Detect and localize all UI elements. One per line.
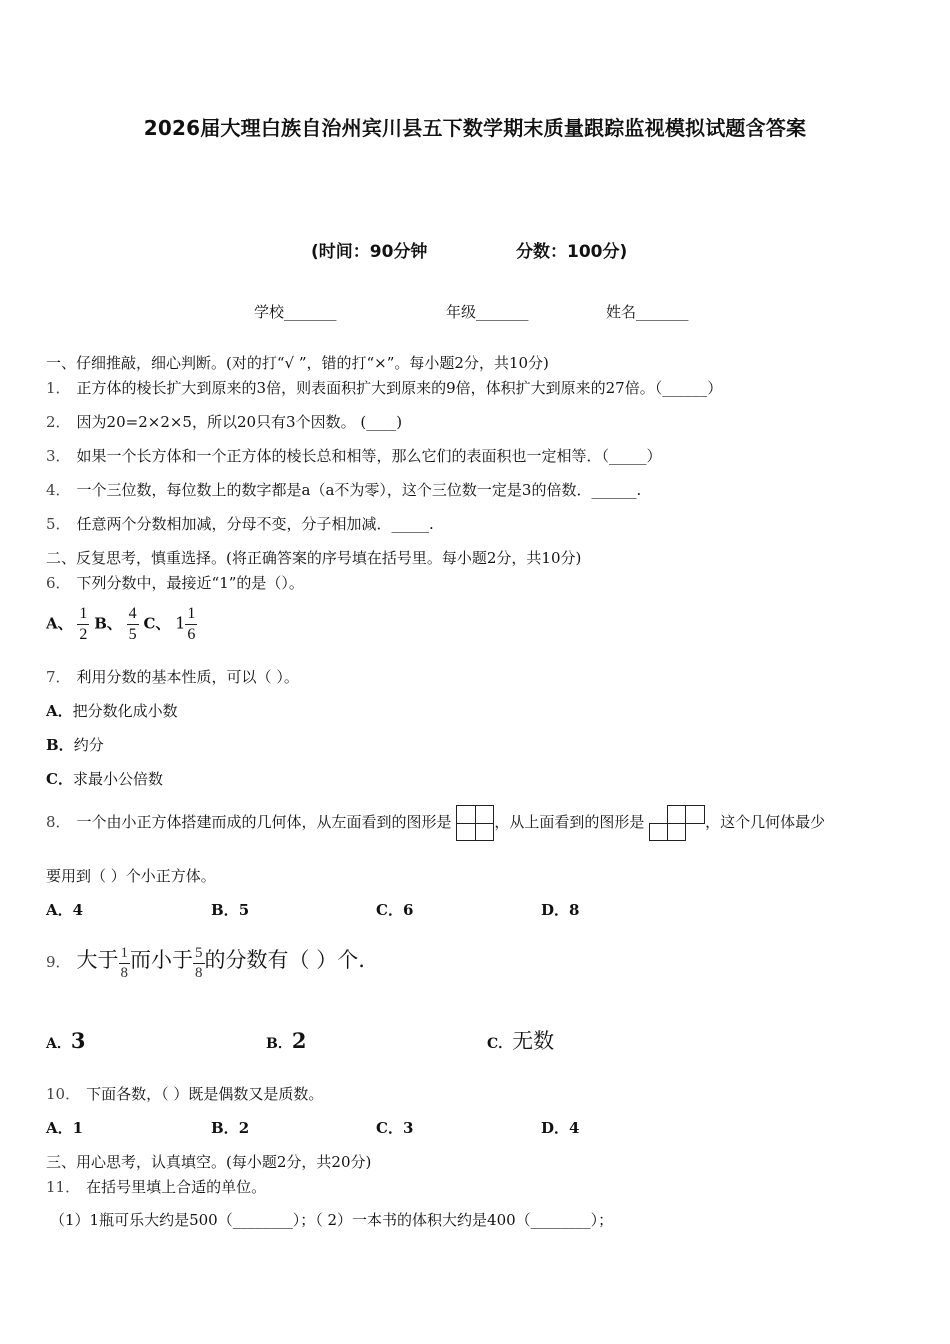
q9-option-a[interactable]: A．3	[46, 1028, 86, 1053]
question-number: 1．	[46, 379, 71, 397]
q8-option-b[interactable]: B．5	[211, 901, 250, 919]
question-text: 一个三位数，每位数上的数字都是a（a不为零），这个三位数一定是3的倍数．______.	[76, 481, 642, 499]
section-3-heading: 三、用心思考，认真填空。(每小题2分，共20分)	[46, 1153, 372, 1171]
q8-option-d[interactable]: D．8	[541, 901, 580, 919]
q10-option-a[interactable]: A．1	[46, 1119, 84, 1137]
question-text: 在括号里填上合适的单位。	[86, 1178, 267, 1196]
question-6	[46, 572, 304, 593]
q9-option-c[interactable]: C．无数	[487, 1029, 555, 1053]
left-view-grid-icon	[456, 805, 494, 841]
school-field[interactable]: 学校_______	[254, 303, 337, 321]
top-view-grid-icon	[649, 805, 705, 841]
section-2-heading: 二、反复思考，慎重选择。(将正确答案的序号填在括号里。每小题2分，共10分)	[46, 549, 582, 567]
q9-option-b[interactable]: B．2	[266, 1028, 307, 1053]
question-text: 大于	[76, 948, 119, 972]
question-number: 2．	[46, 413, 71, 431]
q8-option-c[interactable]: C．6	[376, 901, 414, 919]
question-text: 正方体的棱长扩大到原来的3倍，则表面积扩大到原来的9倍，体积扩大到原来的27倍。（______）	[76, 379, 723, 397]
question-text: 的分数有（ ）个.	[204, 948, 365, 972]
question-5	[46, 513, 434, 534]
q7-option-b[interactable]: B．约分	[46, 736, 104, 754]
q10-option-d[interactable]: D．4	[541, 1119, 580, 1137]
question-number: 10．	[46, 1085, 81, 1103]
section-1-heading: 一、仔细推敲，细心判断。(对的打“√ ”，错的打“×”。每小题2分，共10分)	[46, 354, 549, 372]
question-text: 利用分数的基本性质，可以（ ）。	[76, 668, 299, 686]
question-3	[46, 445, 662, 466]
fraction-b: $\frac{4}{5}$	[128, 605, 137, 643]
exam-time: (时间：90分钟	[311, 242, 428, 262]
question-8	[46, 802, 825, 842]
question-8-line2: 要用到（ ）个小正方体。	[46, 867, 216, 885]
question-text: 任意两个分数相加减，分母不变，分子相加减．_____.	[76, 515, 434, 533]
option-c-label: C、	[143, 614, 171, 633]
question-11	[46, 1176, 266, 1197]
question-text: 一个由小正方体搭建而成的几何体，从左面看到的图形是	[76, 813, 452, 831]
grade-field[interactable]: 年级_______	[446, 303, 529, 321]
question-number: 5．	[46, 515, 71, 533]
fraction-a: $\frac{1}{2}$	[79, 605, 88, 643]
question-7	[46, 666, 299, 687]
question-number: 7．	[46, 668, 71, 686]
q10-option-c[interactable]: C．3	[376, 1119, 414, 1137]
question-number: 6．	[46, 574, 71, 592]
fraction-c: $\frac{1}{6}$	[187, 605, 196, 643]
question-1	[46, 377, 722, 398]
question-6-options	[46, 606, 197, 643]
fraction-five-eighths: $\frac{5}{8}$	[195, 944, 203, 981]
q10-option-b[interactable]: B．2	[211, 1119, 250, 1137]
q8-option-a[interactable]: A．4	[46, 901, 84, 919]
question-9	[46, 930, 365, 990]
q7-option-c[interactable]: C．求最小公倍数	[46, 770, 163, 788]
name-field[interactable]: 姓名_______	[606, 303, 689, 321]
mixed-number-whole: 1	[175, 613, 186, 633]
option-b-label: B、	[94, 614, 122, 633]
exam-score: 分数：100分)	[516, 242, 628, 262]
question-4	[46, 479, 641, 500]
question-text: 如果一个长方体和一个正方体的棱长总和相等，那么它们的表面积也一定相等．（_____）	[76, 447, 662, 465]
question-11-blanks[interactable]: （1）1瓶可乐大约是500（________）；（ 2）一本书的体积大约是400（________）；	[50, 1211, 614, 1229]
page-title: 2026届大理白族自治州宾川县五下数学期末质量跟踪监视模拟试题含答案	[143, 116, 807, 140]
q7-option-a[interactable]: A．把分数化成小数	[46, 702, 178, 720]
question-text: 而小于	[130, 948, 194, 972]
question-text: 下列分数中，最接近“1”的是（）。	[76, 574, 304, 592]
question-text: 下面各数，（ ）既是偶数又是质数。	[86, 1085, 324, 1103]
question-2	[46, 411, 402, 432]
fraction-one-eighth: $\frac{1}{8}$	[120, 944, 129, 981]
option-a-label: A、	[46, 614, 73, 633]
question-number: 8．	[46, 813, 71, 831]
question-10	[46, 1083, 323, 1104]
question-number: 4．	[46, 481, 71, 499]
question-text: ，从上面看到的图形是	[494, 813, 645, 831]
question-text: ，这个几何体最少	[705, 813, 826, 831]
question-number: 3．	[46, 447, 71, 465]
question-number: 9．	[46, 953, 71, 971]
question-text: 因为20=2×2×5，所以20只有3个因数。 (____)	[76, 413, 403, 431]
question-number: 11．	[46, 1178, 81, 1196]
